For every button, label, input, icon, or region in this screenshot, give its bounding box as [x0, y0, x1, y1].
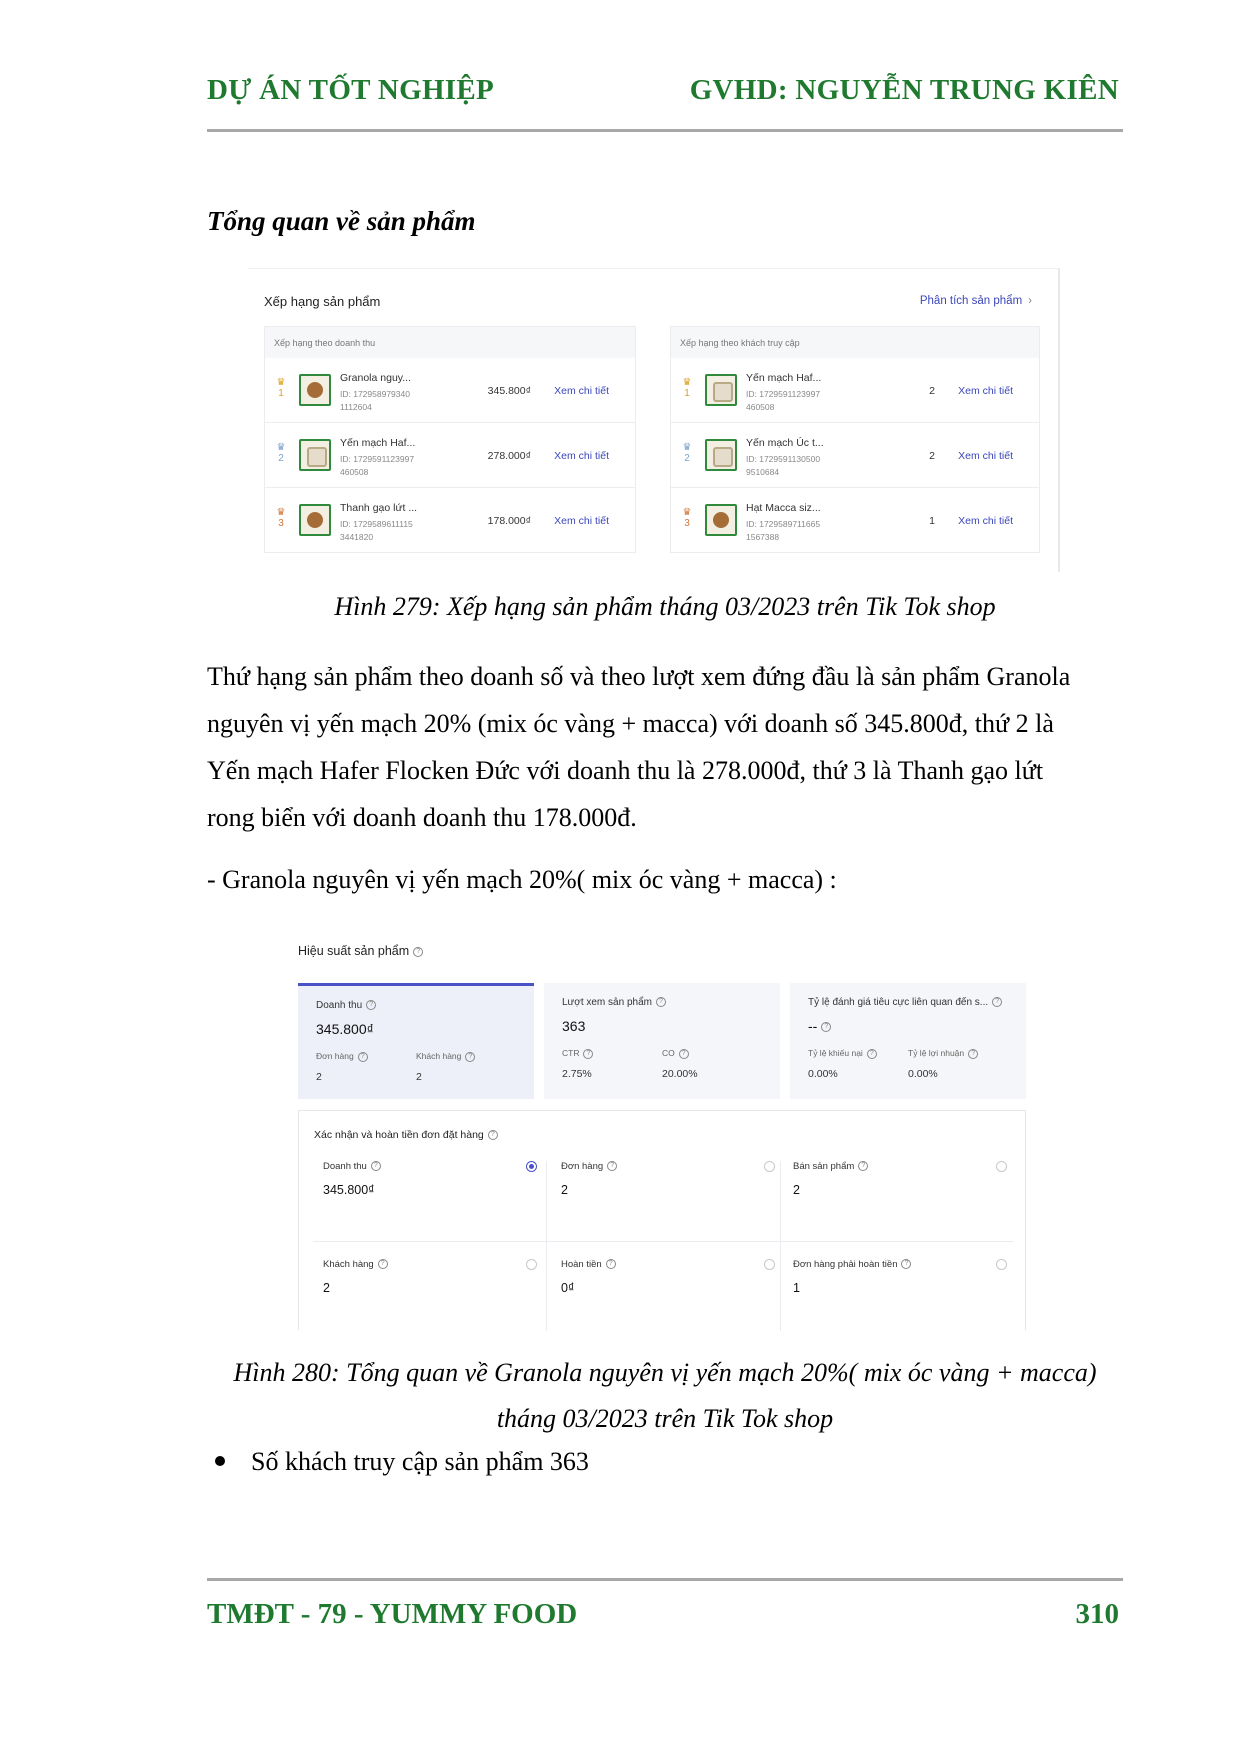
- product-performance-screenshot: [296, 928, 1036, 1330]
- help-icon[interactable]: ?: [901, 1259, 911, 1269]
- metric-cell-products-sold[interactable]: [793, 1161, 1007, 1241]
- divider: [546, 1161, 547, 1331]
- metric-label-text: Khách hàng: [323, 1259, 374, 1270]
- product-visitors: 1: [929, 515, 935, 527]
- kpi-sub-label-text: Đơn hàng: [316, 1051, 354, 1061]
- kpi-sub-label: [662, 1048, 689, 1059]
- help-icon[interactable]: ?: [821, 1022, 831, 1032]
- metric-value: 2: [561, 1183, 568, 1197]
- product-name: Hạt Macca siz...: [746, 502, 821, 514]
- product-id: [340, 388, 430, 414]
- bullet-dot-icon: [215, 1456, 225, 1466]
- kpi-card-revenue[interactable]: [298, 983, 534, 1099]
- product-thumbnail: [705, 504, 737, 536]
- product-name: Thanh gạo lứt ...: [340, 502, 418, 514]
- metric-label: [323, 1161, 381, 1172]
- product-id-line: ID: 1729591123997: [746, 389, 821, 399]
- help-icon[interactable]: ?: [992, 997, 1002, 1007]
- confirmation-title: [314, 1129, 498, 1141]
- help-icon[interactable]: ?: [968, 1049, 978, 1059]
- metric-value: 1: [793, 1281, 800, 1295]
- metric-value: 0₫: [561, 1281, 575, 1295]
- kpi-sub-label: [316, 1051, 368, 1062]
- kpi-label-text: Doanh thu: [316, 1000, 363, 1011]
- product-revenue: 345.800₫: [487, 385, 531, 397]
- rank-number: 2: [278, 453, 284, 464]
- kpi-sub-value: 2: [316, 1071, 322, 1083]
- product-name: Yến mạch Úc t...: [746, 437, 824, 449]
- kpi-sub-label: [562, 1048, 593, 1059]
- product-thumbnail: [299, 374, 331, 406]
- help-icon[interactable]: ?: [413, 947, 423, 957]
- divider: [313, 1241, 1013, 1242]
- kpi-value: [808, 1018, 831, 1034]
- divider: [780, 1161, 781, 1331]
- header-project-title: DỰ ÁN TỐT NGHIỆP: [207, 74, 495, 106]
- product-id-line: ID: 172958979340: [340, 389, 410, 399]
- product-id: [746, 453, 836, 479]
- visitor-ranking-panel: [670, 326, 1040, 553]
- paragraph-line: Thứ hạng sản phẩm theo doanh số và theo lượt xem đứng đầu là sản phẩm Granola: [207, 662, 1071, 691]
- product-visitors: 2: [929, 385, 935, 397]
- product-name: Yến mạch Haf...: [746, 372, 822, 384]
- metric-radio[interactable]: [526, 1161, 537, 1172]
- metric-value: 345.800₫: [323, 1183, 375, 1197]
- kpi-sub-value: 20.00%: [662, 1068, 698, 1080]
- performance-title-label: Hiệu suất sản phẩm: [298, 944, 410, 958]
- product-id: [340, 518, 430, 544]
- revenue-ranking-heading: Xếp hạng theo doanh thu: [265, 327, 635, 358]
- rank-number: 3: [278, 518, 284, 529]
- kpi-value-text: --: [808, 1018, 818, 1034]
- help-icon[interactable]: ?: [858, 1161, 868, 1171]
- paragraph-line: rong biển với doanh doanh thu 178.000đ.: [207, 803, 637, 832]
- view-detail-link[interactable]: Xem chi tiết: [554, 515, 609, 527]
- metric-label-text: Hoàn tiền: [561, 1259, 602, 1270]
- header-rule: [207, 129, 1123, 132]
- help-icon[interactable]: ?: [366, 1000, 376, 1010]
- kpi-label-text: Lượt xem sản phẩm: [562, 997, 652, 1008]
- ranking-row: [671, 488, 1039, 553]
- view-detail-link[interactable]: Xem chi tiết: [554, 450, 609, 462]
- item-line: - Granola nguyên vị yến mạch 20%( mix óc vàng + macca) :: [207, 865, 837, 894]
- view-detail-link[interactable]: Xem chi tiết: [958, 450, 1013, 462]
- metric-cell-refund-orders[interactable]: [793, 1259, 1007, 1339]
- kpi-label: [562, 997, 666, 1008]
- footer-title: TMĐT - 79 - YUMMY FOOD: [207, 1598, 578, 1630]
- product-thumbnail: [705, 439, 737, 471]
- product-id: [746, 388, 836, 414]
- paragraph-line: Yến mạch Hafer Flocken Đức với doanh thu là 278.000đ, thứ 3 là Thanh gạo lứt: [207, 756, 1044, 785]
- kpi-card-negative-review-rate[interactable]: [790, 983, 1026, 1099]
- kpi-sub-label: [808, 1048, 877, 1059]
- product-id: [340, 453, 430, 479]
- rank-crown-icon: ♛ 3: [276, 507, 286, 529]
- kpi-sub-label: [908, 1048, 978, 1059]
- metric-label: [793, 1259, 911, 1270]
- body-paragraph: [207, 653, 1103, 841]
- kpi-value: 345.800₫: [316, 1021, 374, 1037]
- product-id-line: ID: 1729589711665: [746, 519, 821, 529]
- order-confirmation-panel: [298, 1110, 1026, 1330]
- kpi-label: [316, 1000, 376, 1011]
- rank-crown-icon: ♛ 1: [682, 377, 692, 399]
- product-id-line: 1567388: [746, 532, 780, 542]
- help-icon[interactable]: ?: [867, 1049, 877, 1059]
- product-id-line: ID: 1729591123997: [340, 454, 415, 464]
- metric-cell-customers[interactable]: [323, 1259, 537, 1339]
- product-id-line: ID: 1729589611115: [340, 519, 413, 529]
- product-id-line: 1112604: [340, 402, 372, 412]
- ranking-row: [671, 423, 1039, 488]
- ranking-row: [265, 358, 635, 423]
- metric-label: [561, 1161, 617, 1172]
- ranking-row: [265, 423, 635, 488]
- metric-cell-refunds[interactable]: [561, 1259, 775, 1339]
- rank-crown-icon: ♛ 2: [682, 442, 692, 464]
- kpi-label-text: Tỷ lệ đánh giá tiêu cực liên quan đến s...: [808, 997, 989, 1008]
- rank-number: 1: [684, 388, 690, 399]
- rank-crown-icon: ♛ 2: [276, 442, 286, 464]
- footer-rule: [207, 1578, 1123, 1581]
- visitor-ranking-heading: Xếp hạng theo khách truy cập: [671, 327, 1039, 358]
- metric-radio[interactable]: [764, 1259, 775, 1270]
- product-analysis-link[interactable]: [920, 295, 1032, 307]
- product-id-line: 3441820: [340, 532, 374, 542]
- metric-value: 2: [793, 1183, 800, 1197]
- rank-crown-icon: ♛ 1: [276, 377, 286, 399]
- kpi-sub-label-text: Tỷ lệ lợi nhuận: [908, 1048, 965, 1058]
- product-name: Granola nguy...: [340, 372, 412, 384]
- metric-label-text: Doanh thu: [323, 1161, 367, 1172]
- header-advisor: GVHD: NGUYỄN TRUNG KIÊN: [689, 74, 1119, 106]
- kpi-value: 363: [562, 1018, 586, 1034]
- metric-value: 2: [323, 1281, 330, 1295]
- metric-radio[interactable]: [996, 1259, 1007, 1270]
- product-id-line: 460508: [340, 467, 369, 477]
- metric-label-text: Đơn hàng phải hoàn tiền: [793, 1259, 898, 1270]
- kpi-sub-label-text: Tỷ lệ khiếu nại: [808, 1048, 863, 1058]
- help-icon[interactable]: ?: [465, 1052, 475, 1062]
- product-thumbnail: [299, 439, 331, 471]
- performance-title: [298, 944, 423, 958]
- help-icon[interactable]: ?: [358, 1052, 368, 1062]
- revenue-ranking-panel: [264, 326, 636, 553]
- ranking-row: [671, 358, 1039, 423]
- kpi-card-product-views[interactable]: [544, 983, 780, 1099]
- rank-number: 2: [684, 453, 690, 464]
- rank-number: 3: [684, 518, 690, 529]
- kpi-sub-value: 2: [416, 1071, 422, 1083]
- confirmation-title-text: Xác nhận và hoàn tiền đơn đặt hàng: [314, 1129, 484, 1141]
- kpi-sub-value: 2.75%: [562, 1068, 592, 1080]
- kpi-sub-label-text: CO: [662, 1048, 675, 1058]
- page-number: 310: [1075, 1598, 1119, 1630]
- kpi-sub-value: 0.00%: [908, 1068, 938, 1080]
- help-icon[interactable]: ?: [371, 1161, 381, 1171]
- metric-cell-orders[interactable]: [561, 1161, 775, 1241]
- product-analysis-link-label: Phân tích sản phẩm: [919, 295, 1023, 307]
- metric-radio[interactable]: [526, 1259, 537, 1270]
- kpi-label: [808, 997, 1002, 1008]
- ranking-row: [265, 488, 635, 553]
- product-id-line: 9510684: [746, 467, 780, 477]
- ranking-title: Xếp hạng sản phẩm: [264, 294, 381, 309]
- chevron-right-icon: ›: [1028, 295, 1032, 307]
- rank-crown-icon: ♛ 3: [682, 507, 692, 529]
- help-icon[interactable]: ?: [679, 1049, 689, 1059]
- metric-label: [561, 1259, 616, 1270]
- metric-label-text: Đơn hàng: [561, 1161, 604, 1172]
- figure-280-caption-line2: tháng 03/2023 trên Tik Tok shop: [496, 1404, 834, 1433]
- metric-label: [323, 1259, 388, 1270]
- rank-number: 1: [278, 388, 284, 399]
- help-icon[interactable]: ?: [378, 1259, 388, 1269]
- metric-radio[interactable]: [996, 1161, 1007, 1172]
- kpi-sub-label-text: Khách hàng: [416, 1051, 462, 1061]
- figure-280-caption-line1: Hình 280: Tổng quan về Granola nguyên vị yến mạch 20%( mix óc vàng + macca): [233, 1358, 1097, 1387]
- product-id: [746, 518, 836, 544]
- view-detail-link[interactable]: Xem chi tiết: [958, 385, 1013, 397]
- bullet-text: Số khách truy cập sản phẩm 363: [251, 1447, 589, 1476]
- kpi-sub-label: [416, 1051, 475, 1062]
- product-id-line: 460508: [746, 402, 775, 412]
- figure-279-caption: Hình 279: Xếp hạng sản phẩm tháng 03/2023 trên Tik Tok shop: [334, 592, 996, 621]
- product-revenue: 178.000₫: [487, 515, 531, 527]
- section-title: Tổng quan về sản phẩm: [207, 206, 476, 236]
- product-visitors: 2: [929, 450, 935, 462]
- metric-cell-revenue[interactable]: [323, 1161, 537, 1241]
- product-name: Yến mạch Haf...: [340, 437, 416, 449]
- view-detail-link[interactable]: Xem chi tiết: [958, 515, 1013, 527]
- kpi-sub-value: 0.00%: [808, 1068, 838, 1080]
- help-icon[interactable]: ?: [607, 1161, 617, 1171]
- product-ranking-screenshot: [248, 268, 1060, 572]
- help-icon[interactable]: ?: [606, 1259, 616, 1269]
- kpi-sub-label-text: CTR: [562, 1048, 580, 1058]
- metric-radio[interactable]: [764, 1161, 775, 1172]
- paragraph-line: nguyên vị yến mạch 20% (mix óc vàng + macca) với doanh số 345.800đ, thứ 2 là: [207, 709, 1054, 738]
- help-icon[interactable]: ?: [488, 1130, 498, 1140]
- bullet-item: [215, 1447, 589, 1477]
- help-icon[interactable]: ?: [656, 997, 666, 1007]
- metric-label: [793, 1161, 868, 1172]
- product-id-line: ID: 1729591130500: [746, 454, 821, 464]
- product-thumbnail: [299, 504, 331, 536]
- view-detail-link[interactable]: Xem chi tiết: [554, 385, 609, 397]
- product-revenue: 278.000₫: [487, 450, 531, 462]
- metric-label-text: Bán sản phẩm: [793, 1161, 855, 1172]
- product-thumbnail: [705, 374, 737, 406]
- help-icon[interactable]: ?: [583, 1049, 593, 1059]
